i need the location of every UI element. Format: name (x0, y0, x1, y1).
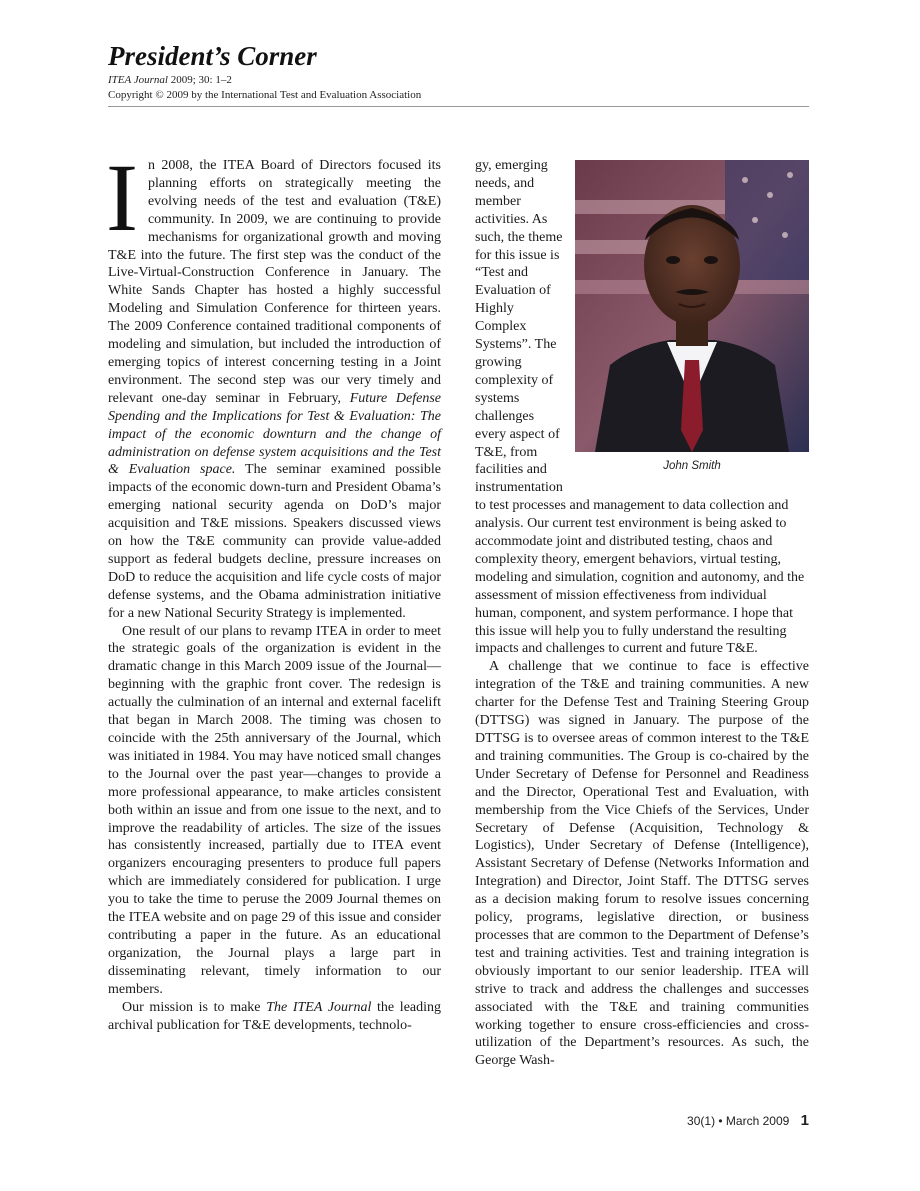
article-header (108, 40, 809, 102)
copyright: Copyright © 2009 by the International Test and Evaluation Association (108, 89, 422, 101)
drop-cap: I (106, 144, 138, 251)
journal-title: The ITEA Journal (266, 999, 372, 1015)
paragraph-5: A challenge that we continue to face is effective integration of the T&E and training communities. A new charter for the Defense Test and Training Steering Group (DTTSG) was signed in January. The purpose of the DTTSG is to oversee areas of common interest to the T&E and training communities. The Group is co-chaired by the Under Secretary of Defense for Personnel and Readiness and the Director, Operational Test and Evaluation, with membership from the Vice Chiefs of the Services, Under Secretary of Defense (Acquisition, Technology & Logistics), Under Secretary of Defense (Intelligence), Assistant Secretary of Defense (Networks Information and Integration) and Director, Joint Staff. The DTTSG serves as a decision making forum to resolve issues concerning policy, programs, legislative direction, or business processes that are common to the Department of Defense’s test and training activities. Test and training integration is obviously important to our senior leadership. ITEA will strive to track and address the challenges and successes associated with the T&E and training communities working together to ensure cross-efficiencies and cross-utilization of the Department’s resources. As such, the George Wash- (475, 659, 809, 1069)
page-number: 1 (800, 1112, 809, 1129)
right-column (475, 157, 809, 1070)
citation: 2009; 30: 1–2 (170, 74, 232, 86)
citation-line (108, 74, 809, 87)
left-column (106, 144, 442, 1034)
paragraph-3-end: the leading archival publication for T&E developments, technolo- (108, 999, 442, 1033)
photo-caption: John Smith (663, 460, 721, 472)
paragraph-3 (108, 999, 441, 1035)
paragraph-1 (106, 144, 441, 623)
page-footer (687, 1112, 809, 1129)
paragraph-2: One result of our plans to revamp ITEA in order to meet the strategic goals of the organization is evident in the dramatic change in this March 2009 issue of the Journal—beginning with the graphic front cover. The redesign is actually the culmination of an internal and external facelift that began in March 2008. The timing was chosen to coincide with the 25th anniversary of the Journal, which was initiated in 1984. You may have noticed small changes to the Journal over the past year—changes to provide a more professional appearance, to make articles consistent both within an issue and from one issue to the next, and to improve the readability of articles. The size of the issues has consistently increased, partially due to ITEA event organizers encouraging presenters to produce full papers which are immediately considered for publication. I urge you to take the time to peruse the 2009 Journal themes on the ITEA website and on page 29 of this issue and consider contributing a paper in the future. As an educational organization, the Journal plays a large part in disseminating relevant, timely information to our members. (108, 623, 441, 997)
paragraph-1-end: The seminar examined possible impacts of the economic down-turn and President Obama’s emerging national security agenda on DoD’s major acquisition and T&E missions. Speakers discussed views on how the T&E community can provide value-added support as federal budgets decline, pressure increases on DoD to reduce the acquisition and life cycle costs of major defense systems, and the Obama administration initiative for a new National Security Strategy is implemented. (108, 462, 441, 621)
paragraph-3-start: Our mission is to make (122, 999, 261, 1015)
header-rule (108, 106, 809, 107)
author-photo (575, 160, 809, 452)
issue-info: 30(1) • March 2009 (687, 1114, 790, 1128)
journal-name: ITEA Journal (108, 74, 168, 86)
section-title: President’s Corner (108, 41, 317, 71)
paragraph-1-text: n 2008, the ITEA Board of Directors focused its planning efforts on strategically meeting the evolving needs of the test and evaluation (T&E) community. In 2009, we are continuing to provide mechanisms for organizational growth and moving T&E into the future. The first step was the conduct of the Live-Virtual-Construction Conference in January. The White Sands Chapter has hosted a highly successful Modeling and Simulation Conference for thirteen years. The 2009 Conference contained traditional components of modeling and simulation, but included the introduction of emerging topics of interest concerning testing in a Joint environment. The second step was our very timely and relevant one-day seminar in February, (108, 158, 441, 406)
seminar-title: Future Defense Spending and the Implications for Test & Evaluation: The impact of the economic downturn and the change of administration on defense system acquisitions and the Test & Evaluation space. (108, 390, 441, 478)
paragraph-4: gy, emerging needs, and member activities. As such, the theme for this issue is “Test and Evaluation of Highly Complex Systems”. The growing complexity of systems challenges every aspect of T&E, from facilities and instrumentation to test processes and management to data collection and analysis. Our current test environment is being asked to accommodate joint and distributed testing, chaos and complexity theory, emergent behaviors, virtual testing, modeling and simulation, cognition and autonomy, and the assessment of mission effectiveness from individual human, component, and system performance. I hope that this issue will help you to fully understand the resulting impacts and challenges to current and future T&E. (475, 158, 805, 657)
author-photo-figure (575, 160, 809, 478)
